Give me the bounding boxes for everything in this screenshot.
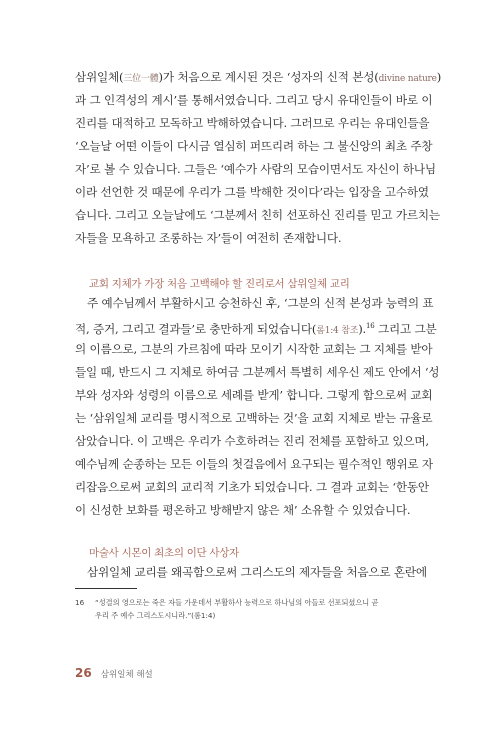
paragraph-line: 예수님께 순종하는 모든 이들의 첫걸음에서 요구되는 필수적인 행위로 자 bbox=[75, 457, 433, 471]
footnote-divider bbox=[75, 588, 137, 589]
paragraph-line: 의 이름으로, 그분의 가르침에 따라 모이기 시작한 교회는 그 지체를 받아 bbox=[75, 342, 433, 356]
paragraph-line: 삼위일체 교리를 왜곡함으로써 그리스도의 제자들을 처음으로 혼란에 bbox=[87, 565, 427, 579]
paragraph-line: 는 ‘삼위일체 교리를 명시적으로 고백하는 것’을 교회 지체로 받는 규율로 bbox=[75, 411, 433, 425]
paragraph-line: 습니다. 그리고 오늘날에도 ‘그분께서 친히 선포하신 진리를 믿고 가르치는 bbox=[75, 208, 440, 222]
paragraph-line: 들일 때, 반드시 그 지체로 하여금 그분께서 특별히 세우신 제도 안에서 ‘성 bbox=[75, 365, 440, 379]
footnote bbox=[75, 596, 425, 622]
paragraph-line: 적, 증거, 그리고 결과들’로 충만하게 되었습니다(롬1:4 참조).$^{16}$ 그리고 그분 bbox=[75, 321, 437, 336]
paragraph-2 bbox=[75, 292, 440, 522]
paragraph-line: 부와 성자와 성령의 이름으로 세례를 받게’ 합니다. 그렇게 함으로써 교회 bbox=[75, 388, 433, 402]
section-heading: 마술사 시몬이 최초의 이단 사상자 bbox=[89, 547, 239, 559]
paragraph-line: 주 예수님께서 부활하시고 승천하신 후, ‘그분의 신적 본성과 능력의 표 bbox=[87, 296, 434, 310]
paragraph-1 bbox=[75, 66, 442, 250]
paragraph-line: 과 그 인격성의 계시’를 통해서였습니다. 그리고 당시 유대인들이 바로 이 bbox=[75, 93, 433, 107]
paragraph-line: 자들을 모욕하고 조롱하는 자’들이 여전히 존재합니다. bbox=[75, 231, 342, 245]
paragraph-line: 이 신성한 보화를 평온하고 방해받지 않은 채’ 소유할 수 있었습니다. bbox=[75, 503, 411, 517]
paragraph-3 bbox=[75, 561, 425, 584]
paragraph-line: 이라 선언한 것 때문에 우리가 그를 박해한 것이다’라는 입장을 고수하였 bbox=[75, 185, 429, 199]
paragraph-line: ‘오늘날 어떤 이들이 다시금 열심히 퍼뜨리려 하는 그 불신앙의 최초 주창 bbox=[75, 139, 433, 153]
footnote-number: 16 bbox=[75, 598, 85, 607]
paragraph-line: 리잡음으로써 교회의 교리적 기초가 되었습니다. 그 결과 교회는 ‘한동안 bbox=[75, 480, 429, 494]
footnote-line: 우리 주 예수 그리스도시니라.”(롬1:4) bbox=[95, 611, 216, 620]
running-title: 삼위일체 해설 bbox=[100, 670, 153, 680]
footnote-ref[interactable]: 16 bbox=[366, 322, 375, 330]
paragraph-line: 자’로 볼 수 있습니다. 그들은 ‘예수가 사람의 모습이면서도 자신이 하나님 bbox=[75, 162, 436, 176]
page-number: 26 bbox=[75, 666, 92, 680]
footnote-line: “성결의 영으로는 죽은 자들 가운데서 부활하사 능력으로 하나님의 아들로 선포되셨으니 곧 bbox=[95, 598, 379, 607]
paragraph-line: 삼았습니다. 이 고백은 우리가 수호하려는 진리 전체를 포함하고 있으며, bbox=[75, 434, 429, 448]
page-folio bbox=[75, 662, 153, 681]
section-heading: 교회 지체가 가장 처음 고백해야 할 진리로서 삼위일체 교리 bbox=[89, 278, 350, 290]
paragraph-line: 삼위일체(三位一體)가 처음으로 계시된 것은 ‘성자의 신적 본성(divine nature) bbox=[75, 70, 442, 84]
paragraph-line: 진리를 대적하고 모독하고 박해하였습니다. 그러므로 우리는 유대인들을 bbox=[75, 116, 430, 130]
